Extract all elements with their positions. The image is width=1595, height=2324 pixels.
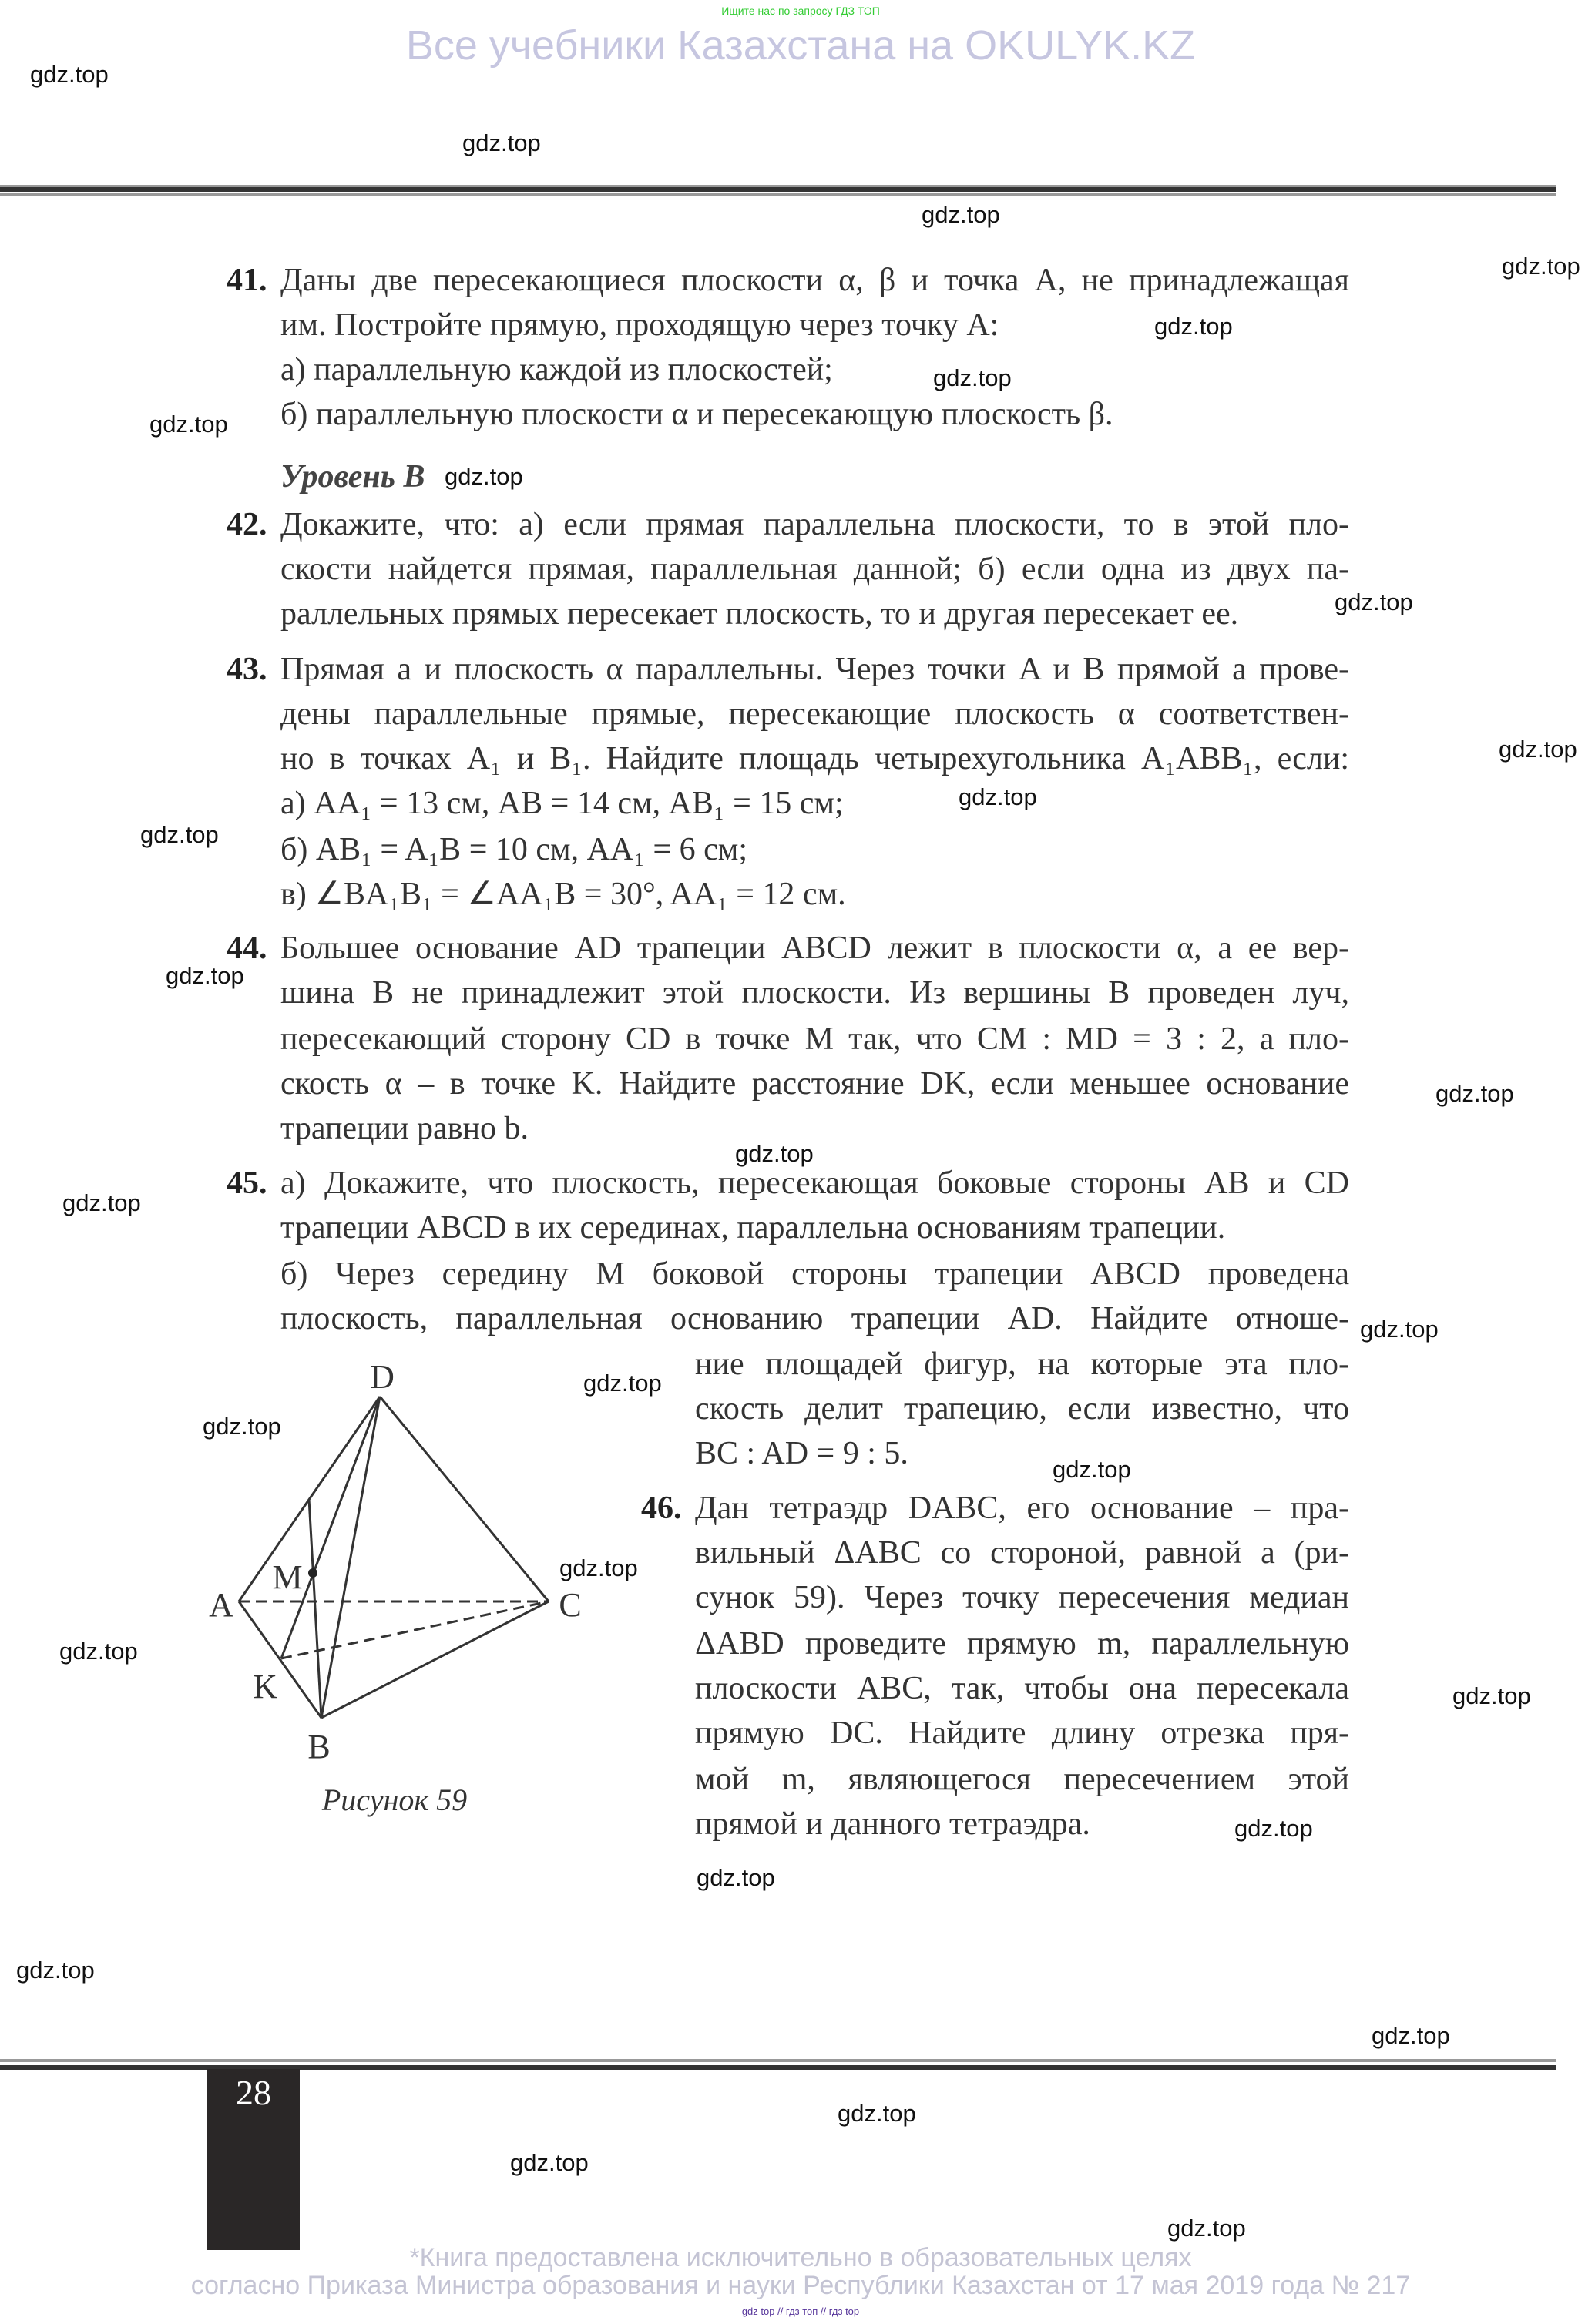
point-M <box>308 1568 317 1578</box>
label-C: C <box>559 1586 582 1624</box>
watermark-gdz-top[interactable]: gdz.top <box>59 1638 138 1665</box>
watermark-gdz-top[interactable]: gdz.top <box>735 1140 814 1167</box>
watermark-gdz-top[interactable]: gdz.top <box>583 1370 662 1397</box>
watermark-gdz-top[interactable]: gdz.top <box>62 1189 141 1216</box>
problem-text-line: ние площадей фигур, на которые эта пло- <box>695 1346 1349 1382</box>
problem-text-line: Дан тетраэдр DABC, его основание – пра- <box>695 1491 1349 1526</box>
problem-text-line: б) AB₁ = A₁B = 10 см, AA₁ = 6 см; <box>280 832 747 867</box>
watermark-gdz-top[interactable]: gdz.top <box>30 61 109 88</box>
site-banner[interactable]: Все учебники Казахстана на OKULYK.KZ <box>405 22 1196 69</box>
problem-text-line: б) Через середину M боковой стороны трапеции ABCD проведена <box>280 1256 1349 1292</box>
footer-links[interactable]: gdz top // гдз топ // гдз top <box>741 2306 860 2317</box>
watermark-gdz-top[interactable]: gdz.top <box>959 783 1037 810</box>
problem-text-line: прямую DC. Найдите длину отрезка пря- <box>695 1715 1349 1751</box>
problem-number: 45. <box>227 1165 267 1201</box>
label-M: M <box>272 1558 303 1596</box>
edge-DB <box>321 1397 380 1718</box>
problem-text-line: Большее основание AD трапеции ABCD лежит в плоскости α, а ее вер- <box>280 931 1349 966</box>
watermark-gdz-top[interactable]: gdz.top <box>1452 1682 1531 1709</box>
label-A: A <box>209 1586 233 1624</box>
problem-text-line: плоскости ABC, так, чтобы она пересекала <box>695 1671 1349 1706</box>
problem-text-line: BC : AD = 9 : 5. <box>695 1436 908 1471</box>
watermark-gdz-top[interactable]: gdz.top <box>838 2100 916 2127</box>
watermark-gdz-top[interactable]: gdz.top <box>1167 2215 1246 2242</box>
watermark-gdz-top[interactable]: gdz.top <box>1335 589 1413 615</box>
problem-number: 46. <box>641 1491 682 1526</box>
problem-text-line: Прямая a и плоскость α параллельны. Через точки A и B прямой a прове- <box>280 652 1349 687</box>
watermark-gdz-top[interactable]: gdz.top <box>697 1864 775 1891</box>
watermark-gdz-top[interactable]: gdz.top <box>1360 1316 1439 1343</box>
problem-number: 42. <box>227 507 267 542</box>
watermark-gdz-top[interactable]: gdz.top <box>933 364 1012 391</box>
segment-DK <box>281 1397 380 1658</box>
watermark-gdz-top[interactable]: gdz.top <box>510 2149 589 2176</box>
watermark-gdz-top[interactable]: gdz.top <box>203 1413 281 1440</box>
footer-disclaimer-2: согласно Приказа Министра образования и науки Республики Казахстан от 17 мая 2019 года № 217 <box>190 2271 1411 2300</box>
problem-number: 44. <box>227 931 267 966</box>
watermark-gdz-top[interactable]: gdz.top <box>16 1957 95 1984</box>
problem-text-line: скости найдется прямая, параллельная данной; б) если одна из двух па- <box>280 552 1349 587</box>
watermark-gdz-top[interactable]: gdz.top <box>1053 1456 1131 1483</box>
problem-text-line: ΔABD проведите прямую m, параллельную <box>695 1626 1349 1662</box>
watermark-gdz-top[interactable]: gdz.top <box>445 463 523 490</box>
problem-text-line: в) ∠BA₁B₁ = ∠AA₁B = 30°, AA₁ = 12 см. <box>280 877 846 912</box>
watermark-gdz-top[interactable]: gdz.top <box>559 1554 638 1581</box>
problem-text-line: а) AA₁ = 13 см, AB = 14 см, AB₁ = 15 см; <box>280 786 844 821</box>
problem-text-line: а) параллельную каждой из плоскостей; <box>280 352 833 387</box>
watermark-gdz-top[interactable]: gdz.top <box>166 962 244 989</box>
problem-text-line: прямой и данного тетраэдра. <box>695 1806 1090 1842</box>
segment-to-B <box>309 1499 321 1718</box>
label-D: D <box>370 1358 395 1396</box>
problem-text-line: дены параллельные прямые, пересекающие плоскость α соответствен- <box>280 696 1349 732</box>
watermark-gdz-top[interactable]: gdz.top <box>1502 253 1580 280</box>
watermark-gdz-top[interactable]: gdz.top <box>1234 1815 1313 1842</box>
problem-number: 41. <box>227 263 267 298</box>
page-number: 28 <box>236 2073 271 2112</box>
problem-text-line: пересекающий сторону CD в точке M так, что CM : MD = 3 : 2, а пло- <box>280 1021 1349 1057</box>
problem-text-line: б) параллельную плоскости α и пересекающую плоскость β. <box>280 397 1113 432</box>
problem-text-line: вильный ΔABC со стороной, равной a (ри- <box>695 1535 1349 1571</box>
watermark-gdz-top[interactable]: gdz.top <box>1372 2022 1450 2049</box>
problem-text-line: трапеции ABCD в их серединах, параллельна основаниям трапеции. <box>280 1210 1226 1246</box>
problem-text-line: скость делит трапецию, если известно, что <box>695 1391 1349 1427</box>
problem-text-line: а) Докажите, что плоскость, пересекающая боковые стороны AB и CD <box>280 1165 1349 1201</box>
label-B: B <box>307 1728 331 1766</box>
level-heading: Уровень B <box>280 459 425 495</box>
problem-text-line: сунок 59). Через точку пересечения медиан <box>695 1580 1349 1615</box>
label-K: K <box>253 1668 277 1705</box>
segment-KC-hidden <box>281 1601 549 1658</box>
problem-text-line: раллельных прямых пересекает плоскость, то и другая пересекает ее. <box>280 596 1239 632</box>
problem-number: 43. <box>227 652 267 687</box>
edge-AB <box>239 1601 321 1718</box>
watermark-gdz-top[interactable]: gdz.top <box>1499 736 1577 763</box>
edge-DC <box>380 1397 549 1601</box>
watermark-gdz-top[interactable]: gdz.top <box>1436 1080 1514 1107</box>
watermark-gdz-top[interactable]: gdz.top <box>922 201 1000 228</box>
problem-text-line: трапеции равно b. <box>280 1111 529 1146</box>
problem-text-line: Даны две пересекающиеся плоскости α, β и точка A, не принадлежащая <box>280 263 1349 298</box>
edge-BC <box>321 1601 549 1718</box>
problem-text-line: плоскость, параллельная основанию трапеции AD. Найдите отноше- <box>280 1301 1349 1336</box>
watermark-gdz-top[interactable]: gdz.top <box>140 821 219 848</box>
watermark-gdz-top[interactable]: gdz.top <box>462 129 541 156</box>
bottom-rule-light <box>0 2059 1556 2062</box>
problem-text-line: но в точках A₁ и B₁. Найдите площадь четырехугольника A₁ABB₁, если: <box>280 741 1349 776</box>
watermark-gdz-top[interactable]: gdz.top <box>1154 313 1233 340</box>
problem-text-line: мой m, являющегося пересечением этой <box>695 1762 1349 1797</box>
problem-text-line: шина B не принадлежит этой плоскости. Из вершины B проведен луч, <box>280 975 1349 1011</box>
footer-disclaimer-1: *Книга предоставлена исключительно в образовательных целях <box>409 2243 1192 2272</box>
search-hint: Ищите нас по запросу ГДЗ ТОП <box>721 5 880 17</box>
problem-text-line: им. Постройте прямую, проходящую через точку A: <box>280 307 999 343</box>
figure-caption: Рисунок 59 <box>321 1782 468 1817</box>
watermark-gdz-top[interactable]: gdz.top <box>149 411 228 438</box>
problem-text-line: Докажите, что: а) если прямая параллельна плоскости, то в этой пло- <box>280 507 1349 542</box>
problem-text-line: скость α – в точке K. Найдите расстояние DK, если меньшее основание <box>280 1066 1349 1102</box>
